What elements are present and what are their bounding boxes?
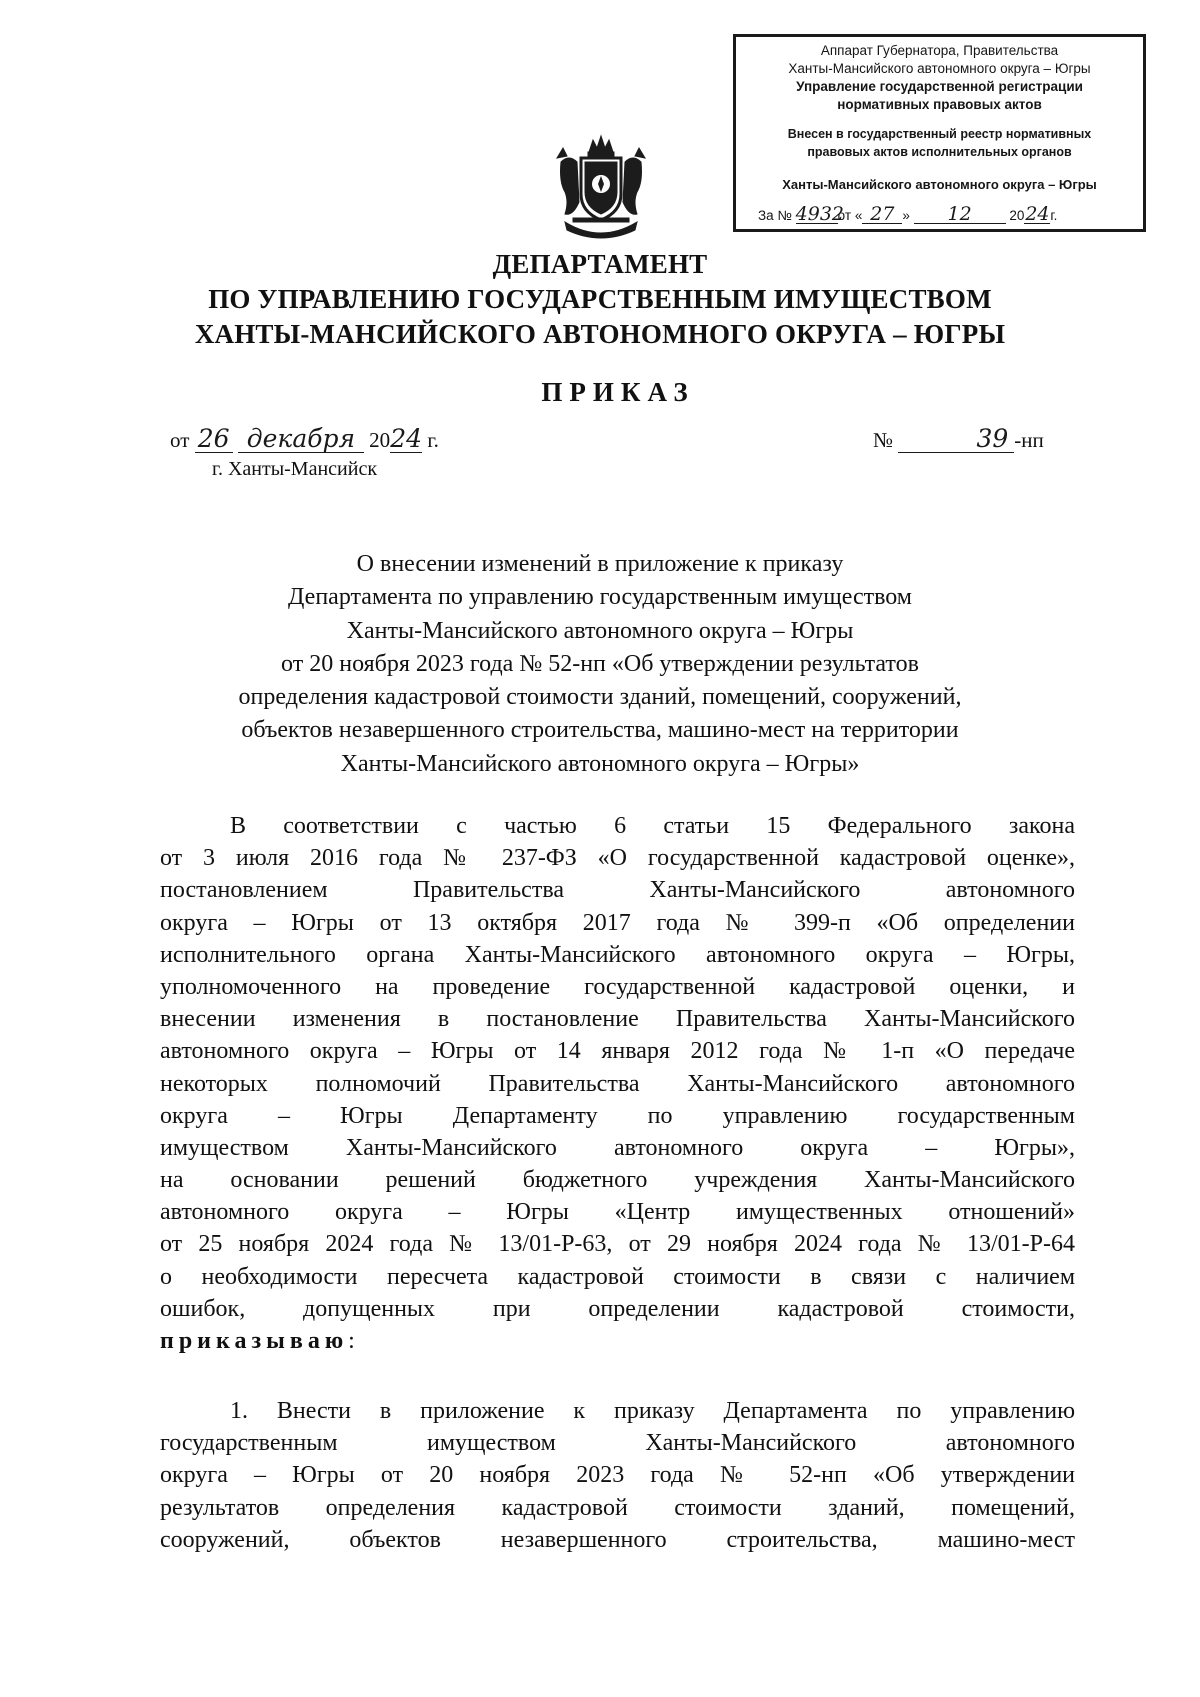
order-word-line (160, 1325, 1075, 1357)
stamp-reg-number: 4932 (795, 203, 845, 225)
preamble-paragraph (160, 810, 1075, 1357)
stamp-line: Ханты-Мансийского автономного округа – Югры (788, 61, 1091, 76)
body-line: ошибок, допущенных при определении кадастровой стоимости, (160, 1295, 1075, 1322)
stamp-registration-line (758, 205, 1128, 225)
stamp-reg-suffix: г. (1050, 208, 1058, 223)
stamp-reg-prefix: За № (758, 208, 792, 223)
body-line: от 25 ноября 2024 года № 13/01-Р-63, от 29 ноября 2024 года № 13/01-Р-64 (160, 1231, 1075, 1258)
date-year-prefix: 20 (369, 428, 391, 452)
body-line: государственным имуществом Ханты-Мансийского автономного (160, 1430, 1075, 1457)
subject-line: Департамента по управлению государственным имуществом (288, 584, 912, 611)
subject-line: Ханты-Мансийского автономного округа – Югры (346, 617, 854, 644)
stamp-line: правовых актов исполнительных органов (807, 145, 1072, 159)
subject-line: Ханты-Мансийского автономного округа – Югры» (340, 750, 860, 777)
stamp-reg-year-prefix: 20 (1009, 208, 1025, 223)
department-title-line-1: ДЕПАРТАМЕНТ (492, 249, 708, 279)
order-subject (130, 548, 1070, 781)
stamp-line: Ханты-Мансийского автономного округа – Югры (782, 177, 1097, 192)
order-word: приказываю (160, 1328, 349, 1354)
body-line: имуществом Ханты-Мансийского автономного округа – Югры», (160, 1134, 1075, 1161)
order-number (873, 426, 1044, 454)
stamp-reg-quote: » (902, 208, 910, 223)
department-title-line-3: ХАНТЫ-МАНСИЙСКОГО АВТОНОМНОГО ОКРУГА – ЮГРЫ (194, 319, 1006, 349)
stamp-reg-month: 12 (914, 205, 1006, 224)
date-year-suffix: г. (427, 428, 439, 452)
body-line: некоторых полномочий Правительства Ханты-Мансийского автономного (160, 1070, 1075, 1097)
subject-line: О внесении изменений в приложение к приказу (356, 551, 844, 577)
body-line: округа – Югры от 13 октября 2017 года № 399-п «Об определении (160, 909, 1075, 936)
body-line: внесении изменения в постановление Правительства Ханты-Мансийского (160, 1006, 1075, 1033)
stamp-line: нормативных правовых актов (837, 97, 1042, 112)
order-city: г. Ханты-Мансийск (212, 458, 378, 480)
date-month: декабря (238, 426, 364, 453)
body-line: уполномоченного на проведение государственной кадастровой оценки, и (160, 973, 1075, 1000)
stamp-reg-day: 27 (862, 205, 902, 224)
order-colon: : (348, 1328, 355, 1354)
number-suffix: -нп (1014, 428, 1044, 452)
stamp-reg-ot: от « (837, 208, 863, 223)
stamp-line: Управление государственной регистрации (796, 79, 1083, 94)
body-line: округа – Югры от 20 ноября 2023 года № 52-нп «Об утверждении (160, 1462, 1075, 1489)
stamp-reg-year: 24 (1025, 203, 1050, 225)
number-value: 39 (898, 426, 1014, 453)
body-line: постановлением Правительства Ханты-Мансийского автономного (160, 877, 1075, 904)
item-1-paragraph (160, 1395, 1075, 1556)
body-line: автономного округа – Югры «Центр имущественных отношений» (160, 1199, 1075, 1226)
department-title-line-2: ПО УПРАВЛЕНИЮ ГОСУДАРСТВЕННЫМ ИМУЩЕСТВОМ (208, 284, 992, 314)
subject-line: от 20 ноября 2023 года № 52-нп «Об утверждении результатов (281, 650, 919, 677)
body-line: 1. Внести в приложение к приказу Департамента по управлению (230, 1398, 1075, 1424)
order-date (170, 426, 439, 454)
body-line: исполнительного органа Ханты-Мансийского автономного округа – Югры, (160, 941, 1075, 968)
body-line: о необходимости пересчета кадастровой стоимости в связи с наличием (160, 1263, 1075, 1290)
body-line: округа – Югры Департаменту по управлению государственным (160, 1102, 1075, 1129)
stamp-line: Аппарат Губернатора, Правительства (820, 43, 1059, 58)
date-year: 24 (390, 424, 423, 453)
document-type-title: ПРИКАЗ (541, 377, 695, 407)
registration-stamp (733, 34, 1146, 232)
date-day: 26 (195, 426, 233, 453)
subject-line: объектов незавершенного строительства, машино-мест на территории (241, 717, 959, 744)
body-line: сооружений, объектов незавершенного строительства, машино-мест (160, 1526, 1075, 1553)
subject-line: определения кадастровой стоимости зданий, помещений, сооружений, (238, 684, 962, 711)
number-prefix: № (873, 428, 894, 452)
stamp-line: Внесен в государственный реестр нормативных (787, 127, 1092, 141)
date-prefix: от (170, 428, 190, 452)
body-line: результатов определения кадастровой стоимости зданий, помещений, (160, 1494, 1075, 1521)
body-line: автономного округа – Югры от 14 января 2012 года № 1-п «О передаче (160, 1038, 1075, 1065)
body-line: В соответствии с частью 6 статьи 15 Федерального закона (230, 813, 1075, 839)
coat-of-arms-icon (555, 132, 647, 244)
body-line: от 3 июля 2016 года № 237-ФЗ «О государственной кадастровой оценке», (160, 845, 1075, 872)
body-line: на основании решений бюджетного учреждения Ханты-Мансийского (160, 1167, 1075, 1194)
